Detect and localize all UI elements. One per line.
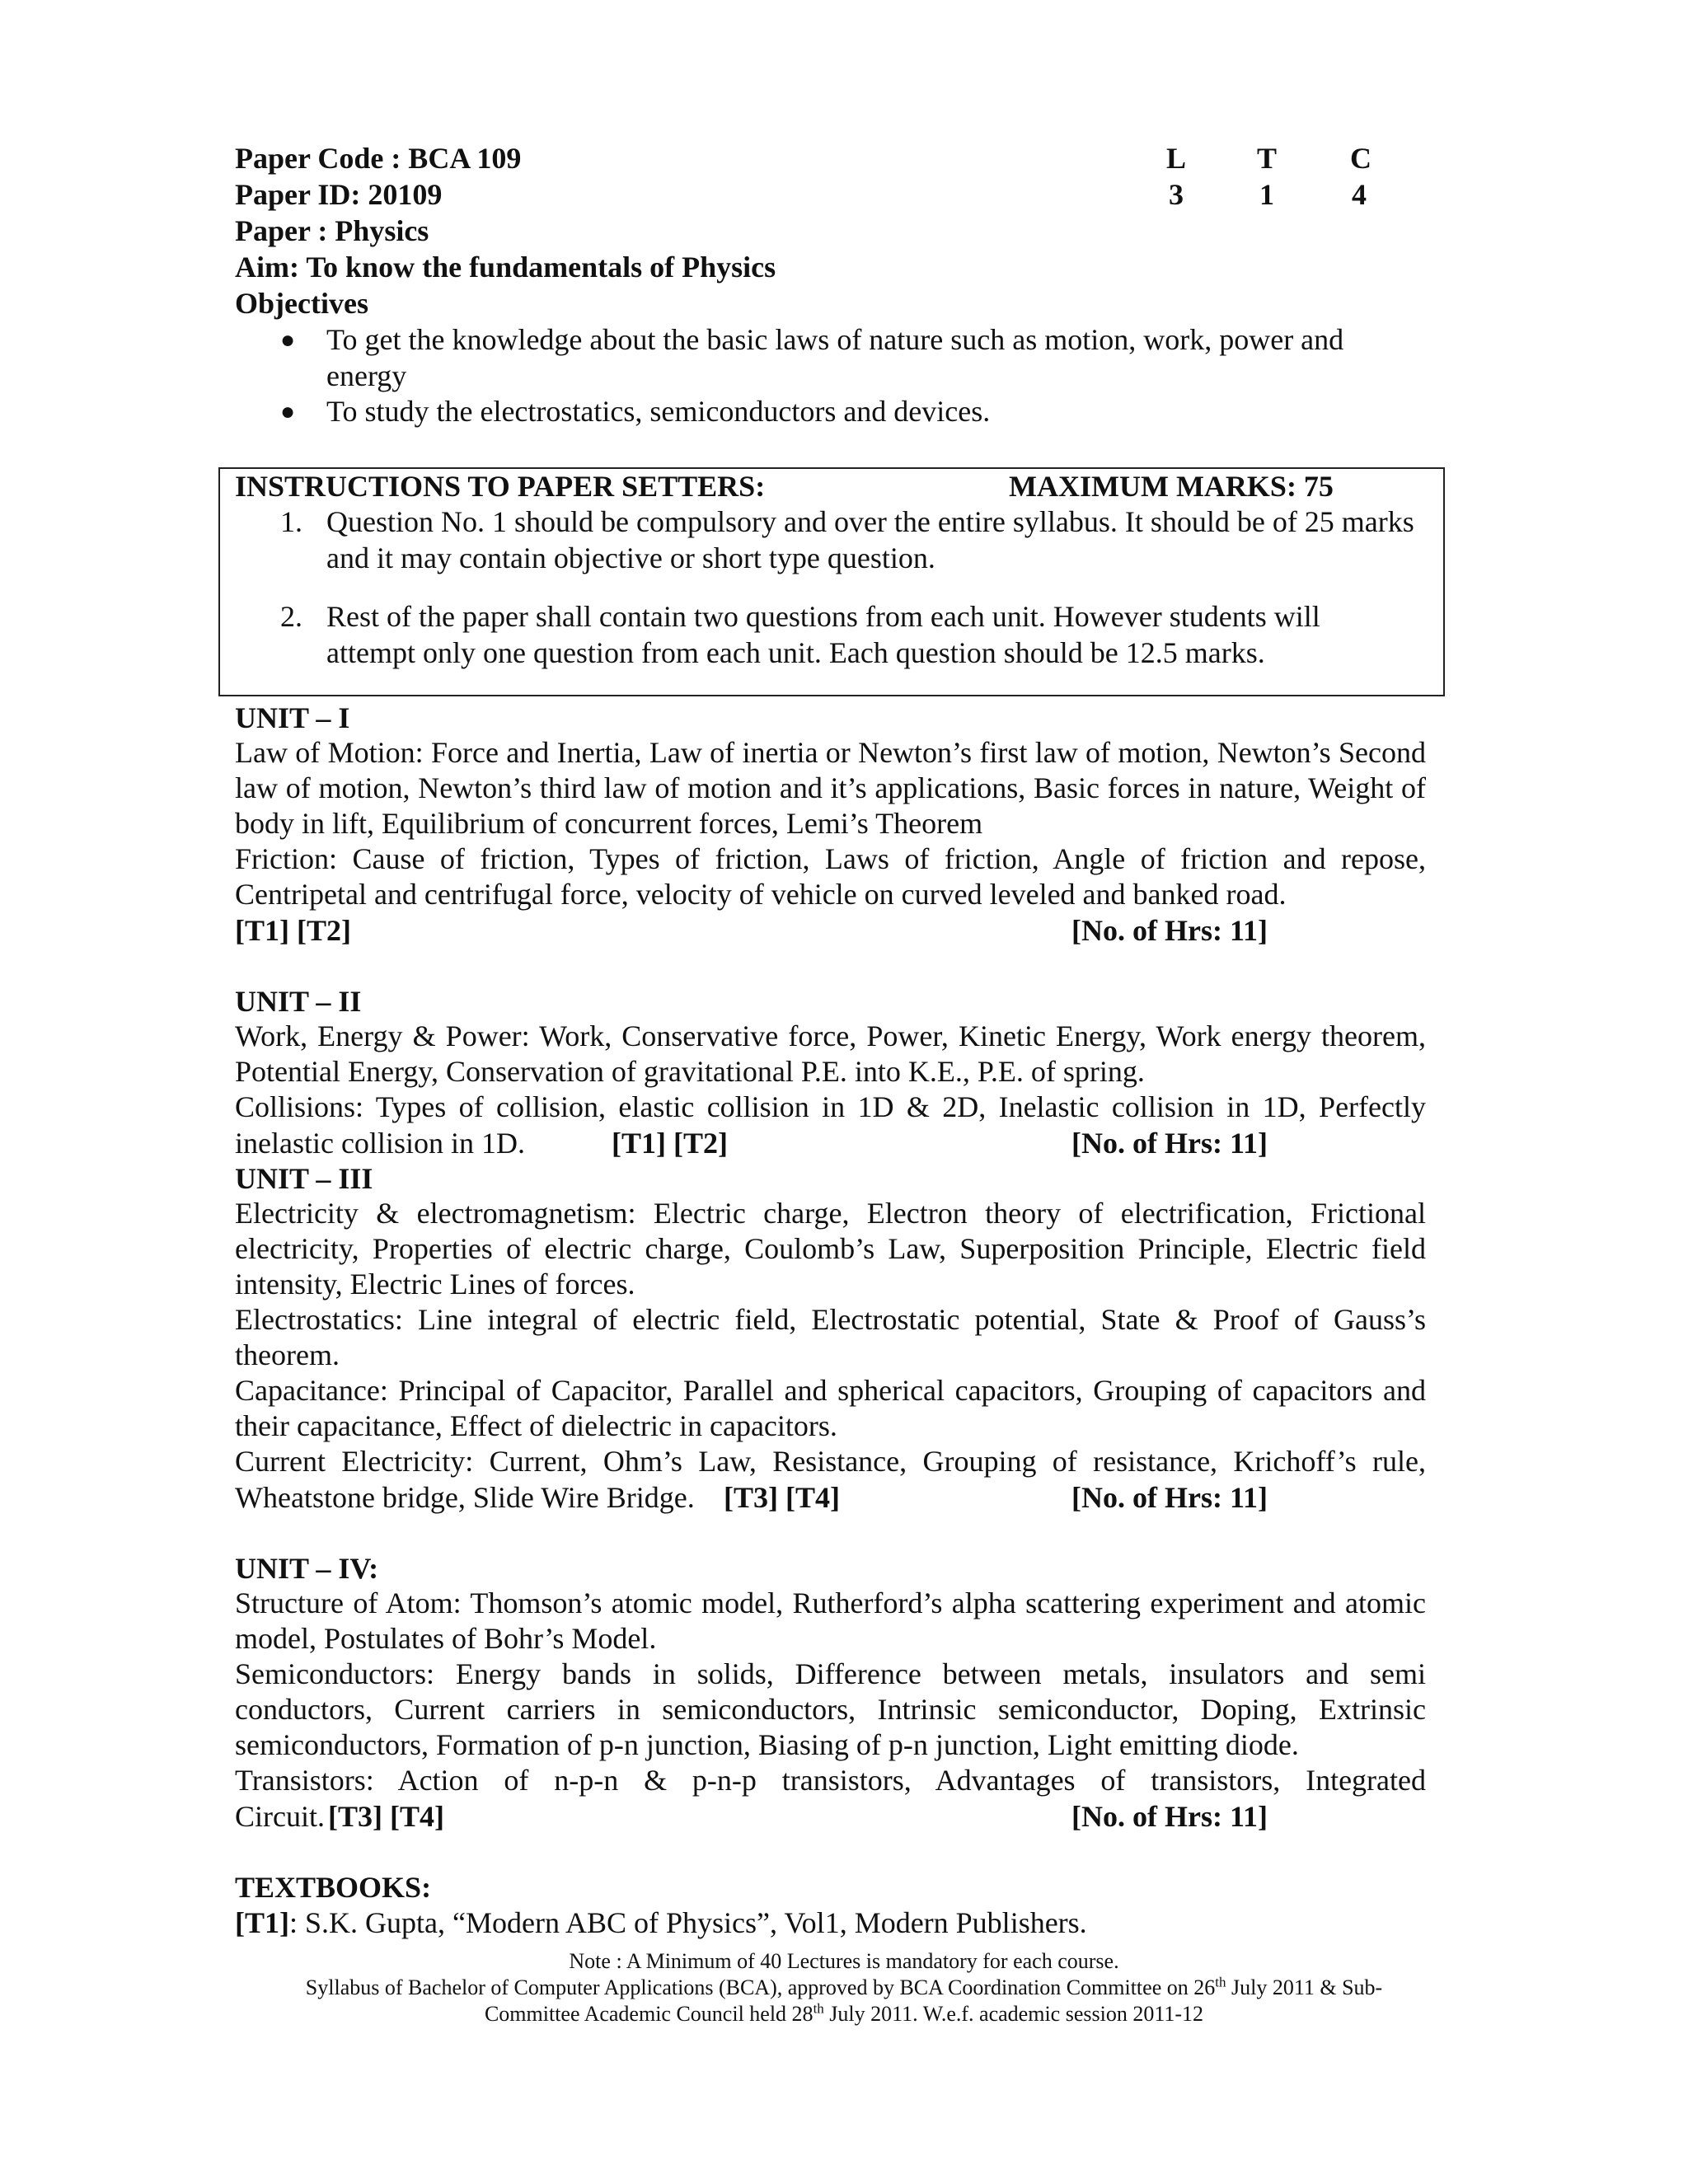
footer-session-text-end: July 2011. W.e.f. academic session 2011-12 (823, 2002, 1204, 2026)
unit-3-refs: [T3] [T4] (724, 1481, 840, 1514)
paper-id: Paper ID: 20109 (235, 178, 443, 211)
maximum-marks: MAXIMUM MARKS: 75 (1009, 470, 1334, 503)
unit-4-transistors-end: Circuit. (235, 1800, 325, 1833)
textbook-t1-text: : S.K. Gupta, “Modern ABC of Physics”, Vol1, Modern Publishers. (289, 1906, 1087, 1939)
instructions-title: INSTRUCTIONS TO PAPER SETTERS: (235, 470, 766, 503)
ltc-label-c: C (1350, 142, 1372, 175)
unit-3-capacitance: Capacitance: Principal of Capacitor, Parallel and spherical capacitors, Grouping of capacitors and their capacitance, Effect of dielectric in capacitors. (235, 1374, 1426, 1442)
bullet-icon: ● (280, 326, 296, 354)
footer-note: Note : A Minimum of 40 Lectures is mandatory for each course. (569, 1949, 1119, 1973)
textbooks-title: TEXTBOOKS: (235, 1871, 432, 1904)
unit-2-work-energy: Work, Energy & Power: Work, Conservative force, Power, Kinetic Energy, Work energy theorem, Potential Energy, Conservation of gravitational P.E. into K.E., P.E. of spring. (235, 1019, 1426, 1088)
unit-1-title: UNIT – I (235, 701, 350, 734)
unit-4-transistors: Transistors: Action of n-p-n & p-n-p transistors, Advantages of transistors, Integrated (235, 1764, 1426, 1797)
unit-1-friction: Friction: Cause of friction, Types of friction, Laws of friction, Angle of friction and repose, Centripetal and centrifugal force, velocity of vehicle on curved leveled and banked road. (235, 842, 1426, 911)
paper-aim: Aim: To know the fundamentals of Physics (235, 251, 776, 284)
instruction-item: Rest of the paper shall contain two questions from each unit. However students will attempt only one question from each unit. Each question should be 12.5 marks. (326, 600, 1320, 669)
footer-session-text: Committee Academic Council held 28 (484, 2002, 814, 2026)
instruction-item: Question No. 1 should be compulsory and over the entire syllabus. It should be of 25 marks and it may contain objective or short type question. (326, 505, 1414, 574)
textbook-t1 (235, 1905, 1087, 1941)
unit-3-current-end: Wheatstone bridge, Slide Wire Bridge. (235, 1481, 695, 1514)
textbook-t1-ref: [T1] (235, 1906, 289, 1939)
ltc-value-c: 4 (1352, 178, 1367, 211)
unit-2-title: UNIT – II (235, 985, 362, 1018)
ltc-value-t: 1 (1259, 178, 1274, 211)
footer-approval-sup: th (1215, 1974, 1226, 1990)
unit-2-collisions-end: inelastic collision in 1D. (235, 1127, 525, 1160)
unit-1-law-of-motion: Law of Motion: Force and Inertia, Law of inertia or Newton’s first law of motion, Newton’s Second law of motion, Newton’s third law of motion and it’s applications, Basic forces in nature, Weight of body in lift, Equilibrium of concurrent forces, Lemi’s Theorem (235, 736, 1426, 840)
instruction-number: 2. (280, 600, 302, 633)
unit-4-atom-structure: Structure of Atom: Thomson’s atomic model, Rutherford’s alpha scattering experiment and atomic model, Postulates of Bohr’s Model. (235, 1586, 1426, 1655)
unit-3-hours: [No. of Hrs: 11] (1071, 1481, 1268, 1514)
paper-code: Paper Code : BCA 109 (235, 142, 522, 175)
footer-approval-text-end: July 2011 & Sub- (1226, 1975, 1383, 1999)
unit-1-refs: [T1] [T2] (235, 914, 351, 947)
objectives-heading: Objectives (235, 287, 368, 320)
ltc-label-l: L (1166, 142, 1187, 175)
unit-3-title: UNIT – III (235, 1162, 373, 1195)
footer-approval-text: Syllabus of Bachelor of Computer Applications (BCA), approved by BCA Coordination Committee on 26 (305, 1975, 1216, 1999)
unit-3-current-electricity: Current Electricity: Current, Ohm’s Law, Resistance, Grouping of resistance, Krichoff’s rule, (235, 1445, 1426, 1478)
footer-approval (0, 1975, 1688, 2001)
objective-item: To get the knowledge about the basic laws of nature such as motion, work, power and energy (326, 323, 1344, 392)
paper-name: Paper : Physics (235, 214, 429, 247)
unit-2-collisions: Collisions: Types of collision, elastic collision in 1D & 2D, Inelastic collision in 1D, Perfectly (235, 1090, 1426, 1123)
instruction-number: 1. (280, 505, 302, 538)
unit-4-refs: [T3] [T4] (328, 1800, 444, 1833)
unit-3-electrostatics: Electrostatics: Line integral of electric field, Electrostatic potential, State & Proof of Gauss’s theorem. (235, 1303, 1426, 1371)
ltc-value-l: 3 (1169, 178, 1184, 211)
unit-3-electricity: Electricity & electromagnetism: Electric charge, Electron theory of electrification, Frictional electricity, Properties of electric charge, Coulomb’s Law, Superposition Principle, Electric field intensity, Electric Lines of forces. (235, 1197, 1426, 1301)
bullet-icon: ● (280, 398, 296, 425)
unit-4-title: UNIT – IV: (235, 1552, 379, 1585)
unit-2-hours: [No. of Hrs: 11] (1071, 1127, 1268, 1160)
objective-item: To study the electrostatics, semiconductors and devices. (326, 395, 991, 428)
unit-2-refs: [T1] [T2] (612, 1127, 728, 1160)
ltc-label-t: T (1257, 142, 1278, 175)
footer-session-sup: th (813, 2000, 824, 2017)
footer-session (0, 2001, 1688, 2027)
unit-4-semiconductors: Semiconductors: Energy bands in solids, Difference between metals, insulators and semi conductors, Current carriers in semiconductors, Intrinsic semiconductor, Doping, Extrinsic semiconductors, Formation of p-n junction, Biasing of p-n junction, Light emitting diode. (235, 1657, 1426, 1761)
unit-1-hours: [No. of Hrs: 11] (1071, 914, 1268, 947)
unit-4-hours: [No. of Hrs: 11] (1071, 1800, 1268, 1833)
